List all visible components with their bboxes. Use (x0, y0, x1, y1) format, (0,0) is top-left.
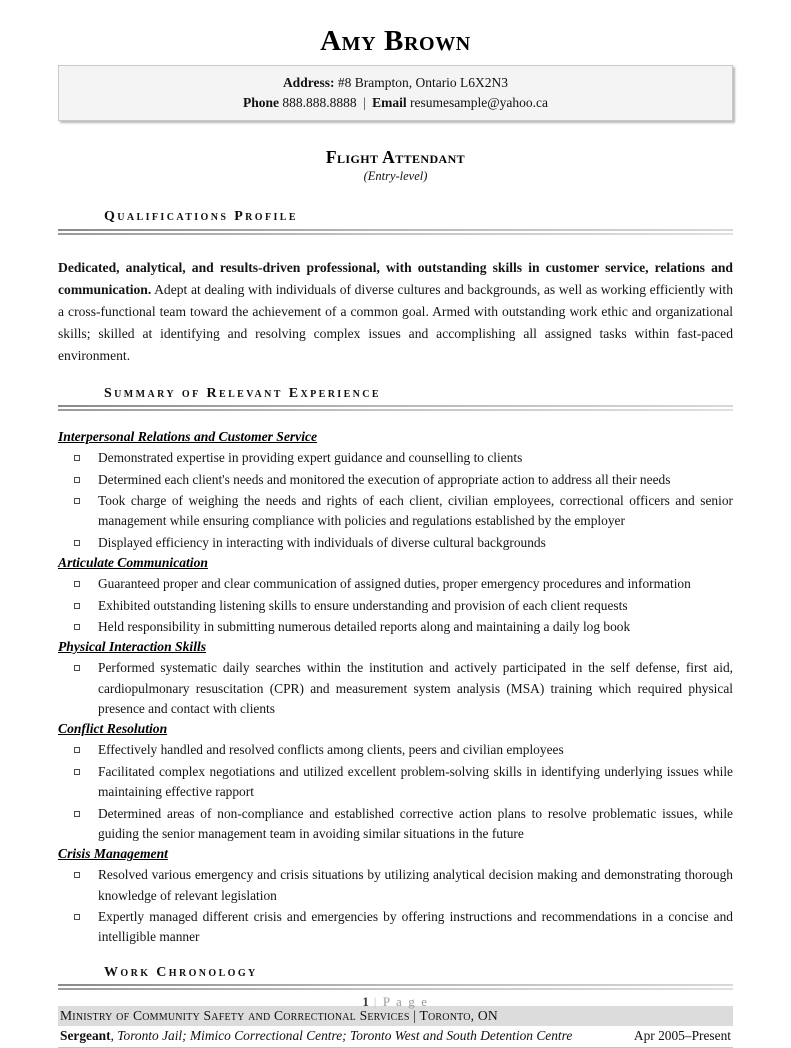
candidate-name: Amy Brown (320, 25, 471, 57)
bullet-item: Determined areas of non-compliance and established corrective action plans to resolve problematic issues, while guiding the senior management team in avoiding similar situations in the future (58, 804, 733, 845)
bullet-list (58, 574, 733, 637)
address-value: #8 Brampton, Ontario L6X2N3 (337, 75, 509, 90)
section-summary-experience (58, 385, 733, 412)
contact-address-line (69, 73, 722, 93)
experience-group-heading: Physical Interaction Skills (58, 639, 207, 655)
work-entries-container (58, 1006, 733, 1048)
footer-separator: | (373, 994, 378, 1009)
bullet-list (58, 865, 733, 948)
bullet-item: Exhibited outstanding listening skills to ensure understanding and provision of each client requests (58, 596, 733, 616)
experience-group-heading: Interpersonal Relations and Customer Service (58, 429, 318, 445)
phone-label: Phone (243, 94, 280, 110)
target-job-title: Flight Attendant (325, 147, 466, 168)
section-rule (58, 984, 733, 990)
experience-group-heading: Conflict Resolution (58, 721, 168, 737)
job-title-suffix: , (110, 1028, 114, 1044)
section-heading-qualifications: Qualifications Profile (104, 209, 298, 225)
job-dates: Apr 2005–Present (633, 1028, 731, 1044)
experience-group (58, 429, 733, 553)
experience-group-heading: Articulate Communication (58, 555, 208, 571)
bullet-item: Resolved various emergency and crisis situations by utilizing analytical decision making and demonstrating thorough knowledge of relevant legislation (58, 865, 733, 906)
experience-group (58, 639, 733, 719)
job-title: Sergeant (60, 1028, 111, 1044)
page-footer (0, 994, 791, 1010)
footer-page-number: 1 (362, 994, 369, 1009)
contact-info-box (58, 65, 733, 121)
section-work-chronology (58, 964, 733, 991)
qualifications-lead-in: Dedicated, analytical, and results-driven professional, with outstanding skills in customer service, relations and communication. (58, 259, 733, 297)
email-value[interactable]: resumesample@yahoo.ca (409, 94, 548, 110)
job-locations: Toronto Jail; Mimico Correctional Centre; Toronto West and South Detention Centre (113, 1028, 573, 1044)
section-rule (58, 229, 733, 235)
bullet-item: Held responsibility in submitting numerous detailed reports along and maintaining a daily log book (58, 617, 733, 637)
bullet-item: Guaranteed proper and clear communication of assigned duties, proper emergency procedures and information (58, 574, 733, 594)
phone-value: 888.888.8888 (282, 94, 357, 110)
employer-name: Ministry of Community Safety and Correctional Services | Toronto, ON (58, 1006, 733, 1026)
experience-group (58, 846, 733, 948)
bullet-item: Effectively handled and resolved conflicts among clients, peers and civilian employees (58, 740, 733, 760)
contact-phone-email-line (69, 93, 722, 113)
section-heading-work: Work Chronology (104, 964, 258, 980)
bullet-item: Took charge of weighing the needs and rights of each client, civilian employees, correctional officers and senior management while ensuring compliance with policies and regulations established by the employer (58, 491, 733, 532)
job-row (58, 1026, 733, 1048)
summary-groups-container (58, 429, 733, 948)
section-qualifications-profile (58, 208, 733, 235)
bullet-item: Expertly managed different crisis and emergencies by offering instructions and recommendations in a concise and intelligible manner (58, 907, 733, 948)
address-label: Address: (282, 75, 335, 90)
section-heading-summary: Summary of Relevant Experience (104, 385, 381, 401)
bullet-list (58, 740, 733, 844)
bullet-item: Facilitated complex negotiations and utilized excellent problem-solving skills in identifying underlying issues while maintaining effective rapport (58, 762, 733, 803)
contact-separator: | (363, 94, 366, 110)
bullet-list (58, 448, 733, 553)
email-label: Email (372, 94, 407, 110)
section-rule (58, 405, 733, 411)
job-title-and-places (60, 1028, 572, 1044)
bullet-item: Demonstrated expertise in providing expert guidance and counselling to clients (58, 448, 733, 468)
bullet-item: Displayed efficiency in interacting with individuals of diverse cultural backgrounds (58, 533, 733, 553)
experience-group-heading: Crisis Management (58, 846, 168, 862)
bullet-item: Determined each client's needs and monitored the execution of appropriate action to address all their needs (58, 470, 733, 490)
footer-page-word: P a g e (382, 994, 429, 1009)
experience-group (58, 555, 733, 637)
qualifications-body: Adept at dealing with individuals of diverse cultures and backgrounds, as well as working efficiently with a cross-functional team toward the achievement of a common goal. Armed with outstanding work ethic and organizational skills; skilled at identifying and resolving complex issues and accomplishing all assigned tasks within fast-paced environment. (58, 281, 733, 363)
target-job-level: (Entry-level) (363, 169, 428, 184)
bullet-list (58, 658, 733, 719)
bullet-item: Performed systematic daily searches within the institution and actively participated in the self defense, first aid, cardiopulmonary resuscitation (CPR) and measurement system analysis (MSA) training which required physical presence and contact with clients (58, 658, 733, 719)
experience-group (58, 721, 733, 844)
qualifications-paragraph (58, 257, 733, 367)
